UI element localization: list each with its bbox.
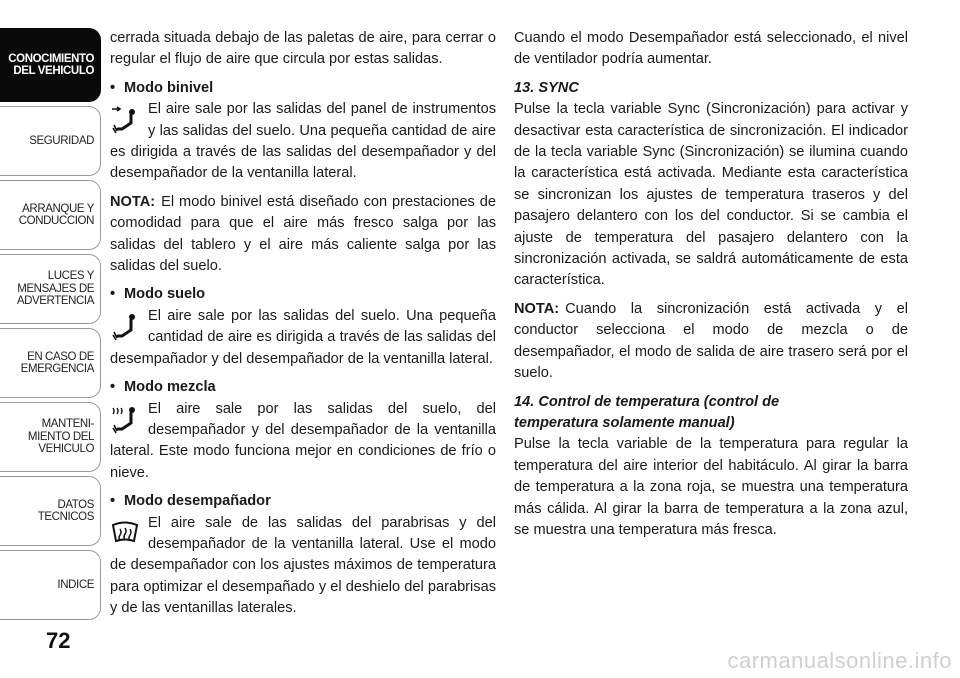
binivel-block (110, 99, 496, 185)
tab-arranque-y-conduccion[interactable] (0, 180, 101, 250)
bilevel-mode-icon (110, 99, 148, 141)
intro-paragraph: cerrada situada debajo de las paletas de aire, para cerrar o regular el flujo de aire que circula por estas salidas. (110, 30, 496, 68)
desempanador-title: Modo desempañador (124, 493, 271, 510)
bullet-dot: • (110, 286, 116, 303)
tab-mantenimiento-del-vehiculo[interactable] (0, 402, 101, 472)
tab-label: SEGURIDAD (29, 134, 94, 147)
tab-conocimiento-del-vehiculo[interactable] (0, 28, 101, 102)
nota-binivel (110, 192, 496, 278)
tab-luces-y-mensajes[interactable] (0, 254, 101, 324)
suelo-title: Modo suelo (124, 286, 206, 303)
nota-label: NOTA: (514, 300, 560, 317)
mezcla-block (110, 399, 496, 485)
nota-text: Cuando la sincronización está activada y el conductor selecciona el modo de mezcla o de desempañador, el modo de salida de aire trasero será por el suelo. (514, 300, 908, 382)
bullet-dot: • (110, 379, 116, 396)
suelo-heading (110, 284, 496, 305)
tab-label: MANTENI- MIENTO DEL VEHICULO (27, 418, 94, 456)
temperature-heading-line2: temperatura solamente manual) (514, 414, 735, 431)
floor-mode-icon (110, 306, 148, 348)
defrost-mode-icon (110, 513, 148, 555)
binivel-title: Modo binivel (124, 79, 214, 96)
desempanador-block (110, 513, 496, 620)
tab-datos-tecnicos[interactable] (0, 476, 101, 546)
temperature-paragraph: Pulse la tecla variable de la temperatura para regular la temperatura del aire interior del habitáculo. Al girar la barra de temperatura a la zona roja, se muestra una temperatura más cálida. Al girar la barra de temperatura a la zona azul, se muestra una temperatura más fresca. (514, 436, 908, 538)
nota-label: NOTA: (110, 193, 156, 210)
temperature-heading-line1: 14. Control de temperatura (control de (514, 393, 780, 410)
suelo-block (110, 306, 496, 370)
sync-paragraph: Pulse la tecla variable Sync (Sincronización) para activar y desactivar esta característica de sincronización. El indicador de la tecla variable Sync (Sincronización) se ilumina cuando la característica está activada. Mediante esta característica se sincronizan los ajustes de temperatura traseros y del pasajero delantero con los del conductor. Si se cambia el ajuste de temperatura del pasajero delantero con la sincronización activada, se saldrá automáticamente de esta característica. (514, 101, 908, 289)
binivel-heading (110, 78, 496, 99)
tab-label: EN CASO DE EMERGENCIA (20, 350, 94, 375)
binivel-text: El aire sale por las salidas del panel de instrumentos y las salidas del suelo. Una pequeña cantidad de aire es dirigida a través de las salidas del desempañador y del desempañador de la ventanilla lateral. (110, 101, 496, 182)
suelo-text: El aire sale por las salidas del suelo. Una pequeña cantidad de aire es dirigida a través de las salidas del desempañador y del desempañador de la ventanilla lateral. (110, 307, 496, 367)
mezcla-text: El aire sale por las salidas del suelo, del desempañador y del desempañador de la ventanilla lateral. Este modo funciona mejor en condiciones de frío o nieve. (110, 400, 496, 481)
bullet-dot: • (110, 79, 116, 96)
right-column (514, 28, 908, 548)
page-number: 72 (46, 628, 71, 653)
tab-seguridad[interactable] (0, 106, 101, 176)
tab-label: LUCES Y MENSAJES DE ADVERTENCIA (16, 270, 94, 308)
mix-mode-icon (110, 399, 148, 441)
nota-sync (514, 299, 908, 385)
nota-text: El modo binivel está diseñado con prestaciones de comodidad para que el aire más fresco salga por las salidas del tablero y el aire más caliente salga por las salidas del suelo. (110, 193, 496, 275)
tab-indice[interactable] (0, 550, 101, 620)
watermark: carmanualsonline.info (727, 648, 952, 673)
sync-heading: 13. SYNC (514, 79, 579, 96)
section-sidebar (0, 0, 103, 678)
tab-label: DATOS TECNICOS (37, 498, 94, 523)
tab-label: INDICE (57, 578, 94, 591)
desempanador-text: El aire sale de las salidas del parabrisas y del desempañador de la ventanilla lateral. Use el modo de desempañador con los ajustes máximos de temperatura para optimizar el desempañado y el deshielo del parabrisas y de las ventanillas laterales. (110, 514, 496, 617)
left-column (110, 28, 496, 627)
bullet-dot: • (110, 493, 116, 510)
tab-label: ARRANQUE Y CONDUCCION (18, 202, 94, 227)
desempanador-heading (110, 491, 496, 512)
desempanador-fan-paragraph: Cuando el modo Desempañador está seleccionado, el nivel de ventilador podría aumentar. (514, 30, 908, 68)
tab-label: CONOCIMIENTO DEL VEHICULO (8, 52, 94, 77)
mezcla-heading (110, 377, 496, 398)
tab-en-caso-de-emergencia[interactable] (0, 328, 101, 398)
mezcla-title: Modo mezcla (124, 379, 216, 396)
